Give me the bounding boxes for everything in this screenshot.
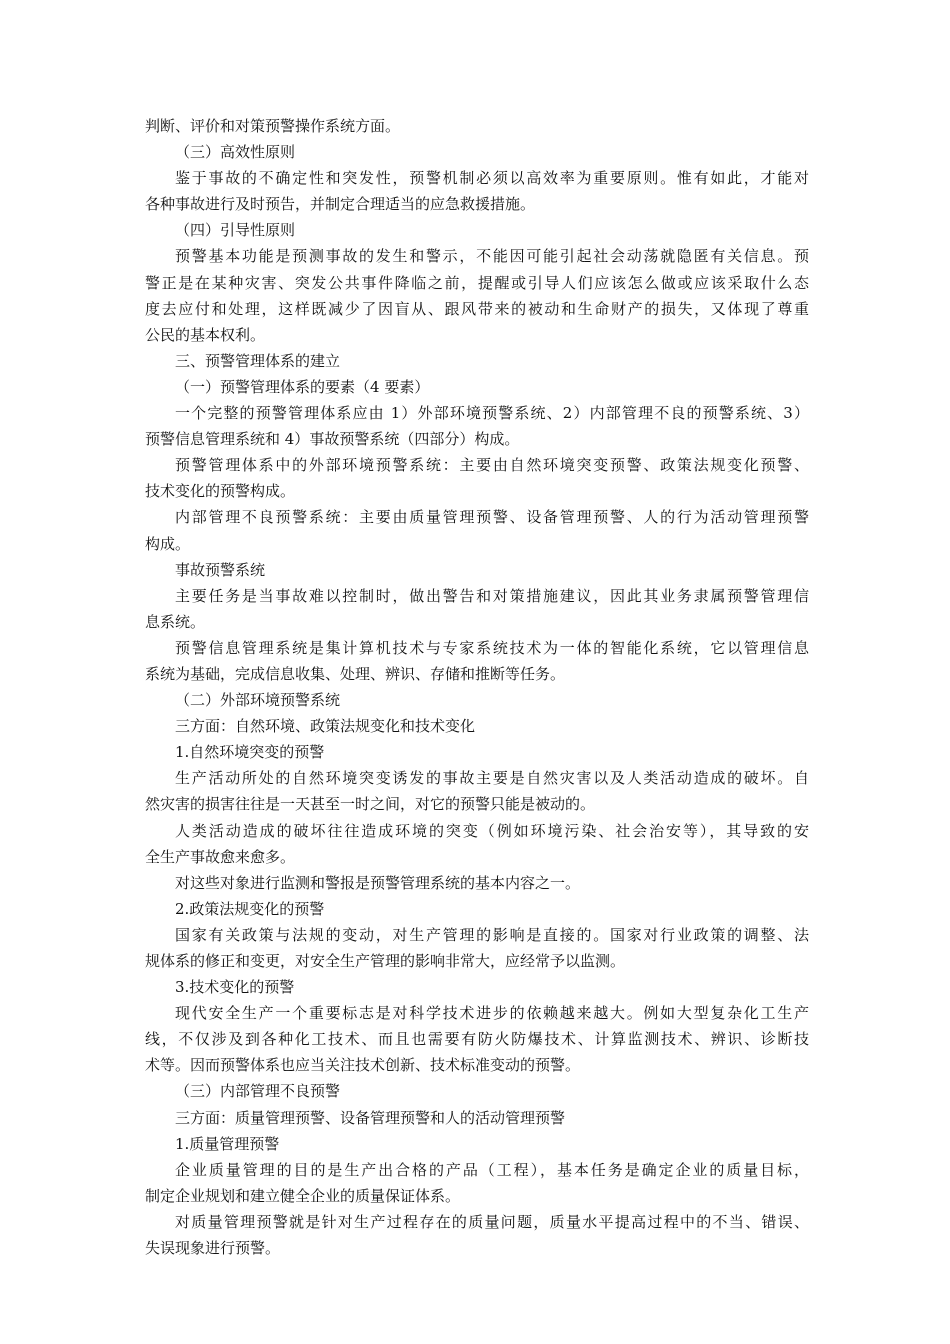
text-line: （三）内部管理不良预警	[175, 1082, 341, 1101]
text-line: 系统为基础，完成信息收集、处理、辨识、存储和推断等任务。	[145, 664, 566, 683]
text-line: 预警管理体系中的外部环境预警系统：主要由自然环境突变预警、政策法规变化预警、	[175, 456, 809, 475]
text-line: 现代安全生产一个重要标志是对科学技术进步的依赖越来越大。例如大型复杂化工生产	[175, 1004, 809, 1023]
text-line: 失误现象进行预警。	[145, 1239, 281, 1258]
text-line: 鉴于事故的不确定性和突发性，预警机制必须以高效率为重要原则。惟有如此，才能对	[175, 169, 809, 188]
text-line: 3.技术变化的预警	[175, 978, 295, 997]
text-line: 三方面：质量管理预警、设备管理预警和人的活动管理预警	[175, 1108, 566, 1127]
text-line: 1.质量管理预警	[175, 1134, 280, 1153]
text-line: 度去应付和处理，这样既减少了因盲从、跟风带来的被动和生命财产的损失，又体现了尊重	[145, 299, 809, 318]
text-line: 三、预警管理体系的建立	[175, 351, 341, 370]
text-line: 技术变化的预警构成。	[145, 482, 296, 501]
text-line: 然灾害的损害往往是一天甚至一时之间，对它的预警只能是被动的。	[145, 795, 596, 814]
document-page	[145, 113, 809, 1261]
text-line: 国家有关政策与法规的变动，对生产管理的影响是直接的。国家对行业政策的调整、法	[175, 925, 809, 944]
text-line: （四）引导性原则	[175, 221, 296, 240]
text-line: 规体系的修正和变更，对安全生产管理的影响非常大，应经常予以监测。	[145, 952, 626, 970]
text-line: 1.自然环境突变的预警	[175, 743, 325, 762]
text-line: 对这些对象进行监测和警报是预警管理系统的基本内容之一。	[175, 873, 581, 892]
text-line: 构成。	[145, 534, 191, 553]
text-line: 企业质量管理的目的是生产出合格的产品（工程），基本任务是确定企业的质量目标，	[175, 1160, 809, 1179]
text-line: 息系统。	[145, 612, 206, 631]
text-line: 判断、评价和对策预警操作系统方面。	[145, 117, 401, 135]
text-line: 全生产事故愈来愈多。	[145, 847, 296, 866]
text-line: 三方面：自然环境、政策法规变化和技术变化	[175, 717, 476, 736]
text-line: 生产活动所处的自然环境突变诱发的事故主要是自然灾害以及人类活动造成的破坏。自	[175, 769, 809, 788]
text-line: 线，不仅涉及到各种化工技术、而且也需要有防火防爆技术、计算监测技术、辨识、诊断技	[145, 1030, 809, 1049]
text-line: （一）预警管理体系的要素（4 要素）	[175, 377, 430, 396]
text-line: 事故预警系统	[175, 560, 266, 579]
text-line: 公民的基本权利。	[145, 325, 266, 344]
text-line: 术等。因而预警体系也应当关注技术创新、技术标准变动的预警。	[145, 1056, 581, 1075]
text-line: 2.政策法规变化的预警	[175, 899, 325, 918]
text-line: 各种事故进行及时预告，并制定合理适当的应急救援措施。	[145, 195, 536, 214]
text-line: 内部管理不良预警系统：主要由质量管理预警、设备管理预警、人的行为活动管理预警	[175, 508, 809, 527]
text-line: 对质量管理预警就是针对生产过程存在的质量问题，质量水平提高过程中的不当、错误、	[175, 1212, 809, 1231]
text-line: 主要任务是当事故难以控制时，做出警告和对策措施建议，因此其业务隶属预警管理信	[175, 586, 809, 605]
text-line: （二）外部环境预警系统	[175, 691, 341, 710]
text-line: 预警信息管理系统和 4）事故预警系统（四部分）构成。	[145, 430, 520, 449]
text-line: 预警基本功能是预测事故的发生和警示，不能因可能引起社会动荡就隐匿有关信息。预	[175, 247, 809, 266]
text-line: 预警信息管理系统是集计算机技术与专家系统技术为一体的智能化系统，它以管理信息	[175, 638, 809, 657]
text-line: 人类活动造成的破坏往往造成环境的突变（例如环境污染、社会治安等），其导致的安	[175, 821, 809, 840]
text-line: （三）高效性原则	[175, 143, 296, 162]
text-line: 警正是在某种灾害、突发公共事件降临之前，提醒或引导人们应该怎么做或应该采取什么态	[145, 273, 809, 292]
text-line: 制定企业规划和建立健全企业的质量保证体系。	[145, 1186, 461, 1205]
text-line: 一个完整的预警管理体系应由 1）外部环境预警系统、2）内部管理不良的预警系统、3）	[175, 404, 809, 423]
